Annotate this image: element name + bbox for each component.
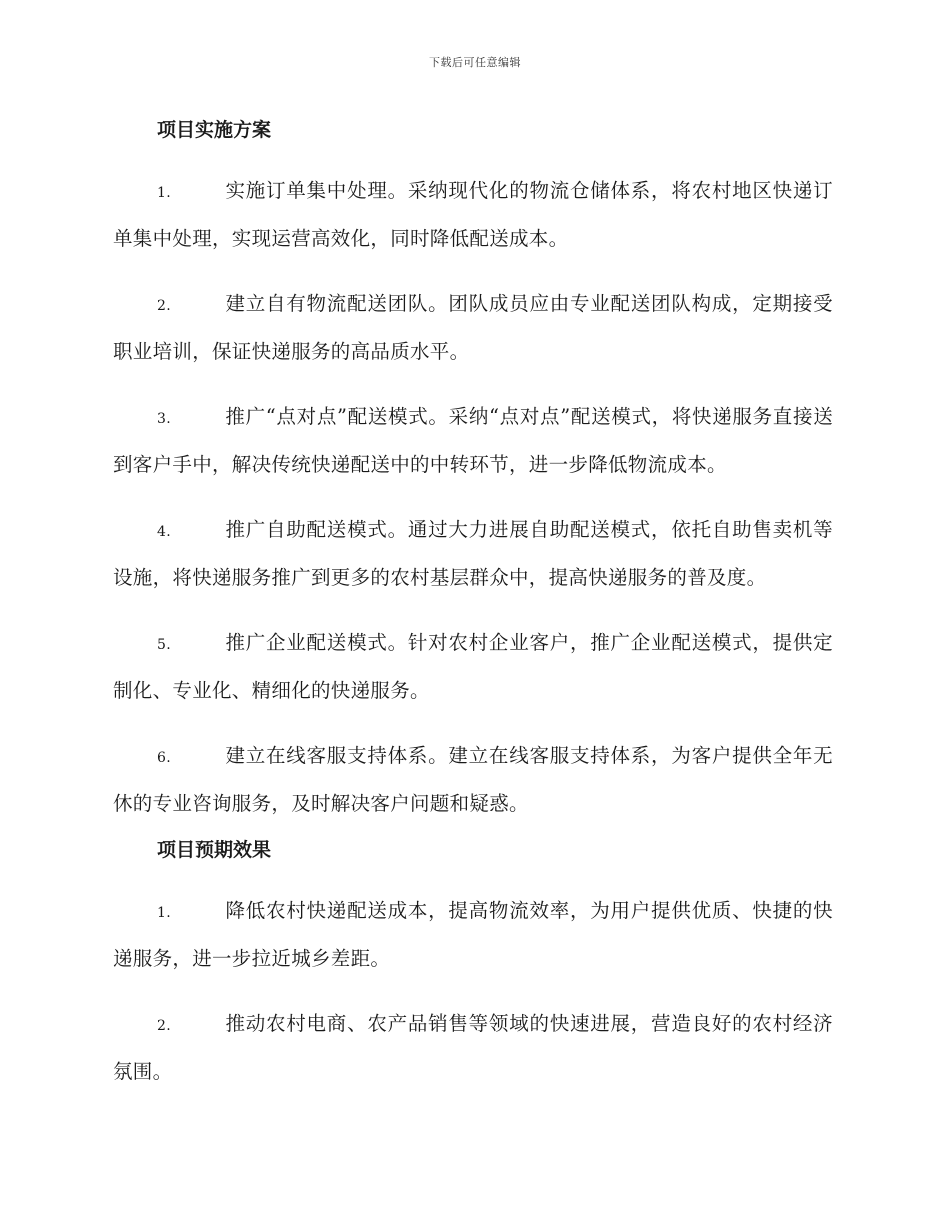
list-item	[113, 888, 833, 981]
section-expected-results	[113, 832, 833, 1094]
item-number: 6.	[157, 750, 171, 766]
list-item	[113, 1001, 833, 1094]
item-text: 建立自有物流配送团队。团队成员应由专业配送团队构成，定期接受职业培训，保证快递服务的高品质水平。	[113, 292, 833, 363]
item-number: 1.	[157, 185, 171, 201]
list-item	[113, 620, 833, 713]
page-header: 下载后可任意编辑	[429, 56, 521, 69]
item-text: 推动农村电商、农产品销售等领域的快速进展，营造良好的农村经济氛围。	[113, 1012, 833, 1083]
item-text: 实施订单集中处理。采纳现代化的物流仓储体系，将农村地区快递订单集中处理，实现运营高效化，同时降低配送成本。	[113, 179, 833, 250]
item-text: 建立在线客服支持体系。建立在线客服支持体系，为客户提供全年无休的专业咨询服务，及时解决客户问题和疑惑。	[113, 744, 833, 815]
item-text: 降低农村快递配送成本，提高物流效率，为用户提供优质、快捷的快递服务，进一步拉近城乡差距。	[113, 899, 833, 970]
list-item	[113, 281, 833, 374]
section-title: 项目预期效果	[157, 839, 272, 861]
item-number: 2.	[157, 1018, 171, 1034]
section-title: 项目实施方案	[157, 119, 272, 141]
item-text: 推广企业配送模式。针对农村企业客户，推广企业配送模式，提供定制化、专业化、精细化的快递服务。	[113, 631, 833, 702]
item-text: 推广“点对点”配送模式。采纳“点对点”配送模式，将快递服务直接送到客户手中，解决传统快递配送中的中转环节，进一步降低物流成本。	[113, 405, 833, 476]
list-item	[113, 168, 833, 261]
list-item	[113, 507, 833, 600]
section-implementation	[113, 112, 833, 826]
item-number: 1.	[157, 905, 171, 921]
item-number: 3.	[157, 411, 171, 427]
item-number: 2.	[157, 298, 171, 314]
item-text: 推广自助配送模式。通过大力进展自助配送模式，依托自助售卖机等设施，将快递服务推广到更多的农村基层群众中，提高快递服务的普及度。	[113, 518, 833, 589]
list-item	[113, 733, 833, 826]
document-body	[113, 112, 833, 1094]
item-number: 4.	[157, 524, 171, 540]
item-number: 5.	[157, 637, 171, 653]
list-item	[113, 394, 833, 487]
